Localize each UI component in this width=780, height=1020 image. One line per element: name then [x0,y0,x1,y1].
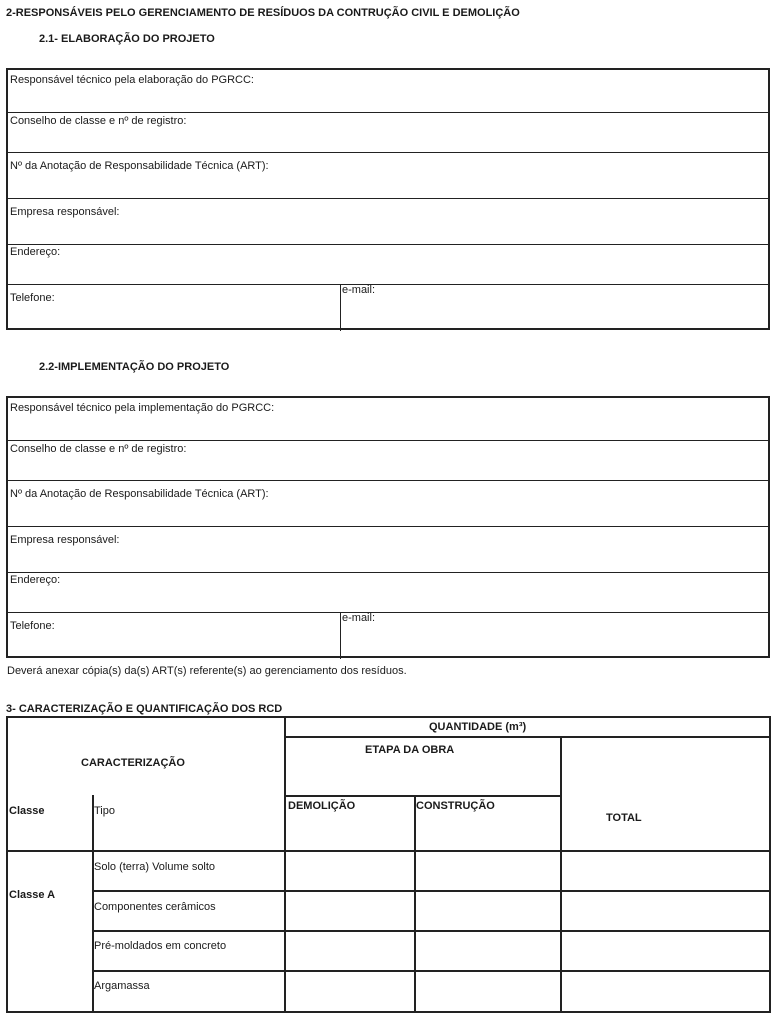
field-label: Endereço: [10,246,61,258]
header-total: TOTAL [606,812,642,824]
grid-line [92,970,771,972]
field-label: Endereço: [10,574,61,586]
field-label: Empresa responsável: [10,534,120,546]
field-conselho[interactable] [8,112,768,153]
grid-line [769,716,771,1013]
header-demolicao: DEMOLIÇÃO [288,800,356,812]
classe-a-label: Classe A [9,889,56,901]
field-empresa[interactable] [8,526,768,573]
header-classe: Classe [9,805,45,817]
art-note: Deverá anexar cópia(s) da(s) ART(s) referente(s) ao gerenciamento dos resíduos. [7,665,407,677]
section-2-title: 2-RESPONSÁVEIS PELO GERENCIAMENTO DE RESÍDUOS DA CONTRUÇÃO CIVIL E DEMOLIÇÃO [6,7,520,19]
grid-line [560,736,562,1013]
header-construcao: CONSTRUÇÃO [416,800,495,812]
grid-line [6,716,8,1013]
grid-line [414,795,416,1013]
field-label: Nº da Anotação de Responsabilidade Técnica (ART): [10,160,269,172]
grid-line [6,1011,771,1013]
grid-line [284,716,771,718]
grid-line [284,736,771,738]
grid-line [284,795,560,797]
field-endereco[interactable] [8,572,768,613]
grid-line [6,716,284,718]
grid-line [92,890,771,892]
field-telefone-email [8,612,768,659]
field-responsavel-elaboracao[interactable] [8,70,768,112]
grid-line [284,716,286,1013]
field-label-email[interactable]: e-mail: [342,612,376,624]
rcd-table [6,716,771,1013]
field-label-telefone[interactable]: Telefone: [10,292,55,304]
tipo-solo: Solo (terra) Volume solto [94,861,216,873]
header-etapa-obra: ETAPA DA OBRA [365,744,455,756]
field-label: Empresa responsável: [10,206,120,218]
field-responsavel-implementacao[interactable] [8,398,768,440]
tipo-pre-moldados: Pré-moldados em concreto [94,940,227,952]
field-art[interactable] [8,152,768,199]
field-telefone-email [8,284,768,331]
field-conselho[interactable] [8,440,768,481]
section-2-2-title: 2.2-IMPLEMENTAÇÃO DO PROJETO [39,361,230,373]
grid-line [6,850,771,852]
grid-line [92,930,771,932]
field-label: Nº da Anotação de Responsabilidade Técnica (ART): [10,488,269,500]
elaboracao-form [6,68,770,330]
tipo-ceramicos: Componentes cerâmicos [94,901,216,913]
divider [340,613,341,659]
header-tipo: Tipo [94,805,115,817]
divider [340,285,341,331]
field-label: Conselho de classe e nº de registro: [10,443,187,455]
header-caracterizacao: CARACTERIZAÇÃO [81,757,185,769]
field-art[interactable] [8,480,768,527]
field-empresa[interactable] [8,198,768,245]
tipo-argamassa: Argamassa [94,980,150,992]
section-3-title: 3- CARACTERIZAÇÃO E QUANTIFICAÇÃO DOS RCD [6,703,283,715]
field-label: Conselho de classe e nº de registro: [10,115,187,127]
field-label: Responsável técnico pela elaboração do PGRCC: [10,74,254,86]
section-2-1-title: 2.1- ELABORAÇÃO DO PROJETO [39,33,215,45]
field-endereco[interactable] [8,244,768,285]
field-label-telefone[interactable]: Telefone: [10,620,55,632]
field-label: Responsável técnico pela implementação do PGRCC: [10,402,275,414]
header-quantidade: QUANTIDADE (m³) [429,721,527,733]
field-label-email[interactable]: e-mail: [342,284,376,296]
implementacao-form [6,396,770,658]
